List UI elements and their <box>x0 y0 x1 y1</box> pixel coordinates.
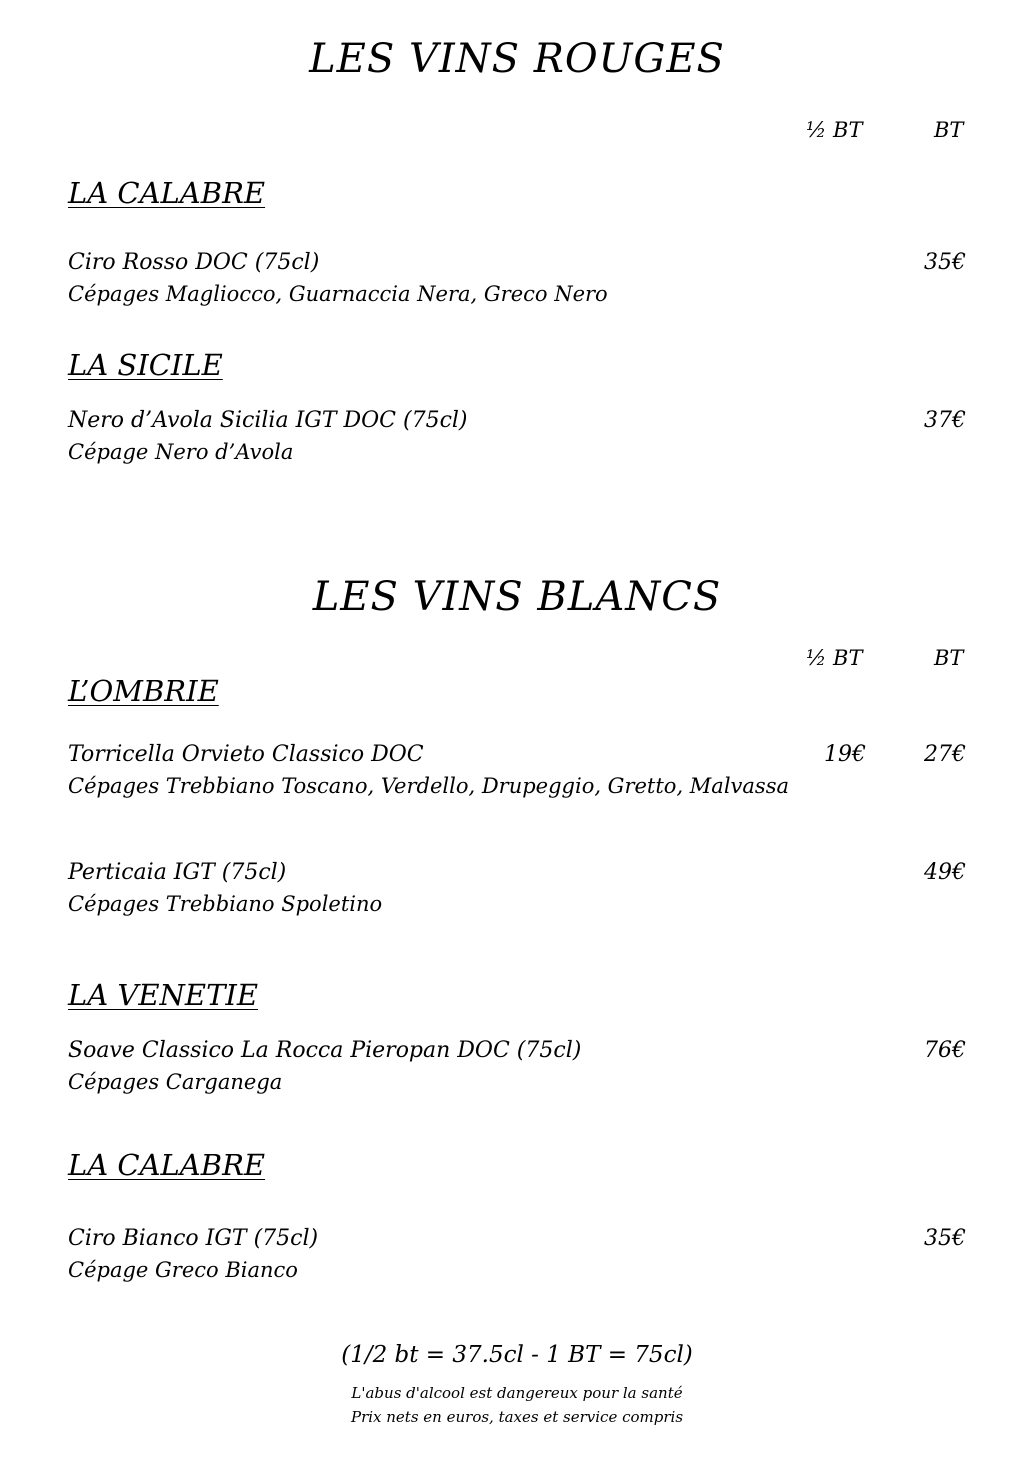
wine-price-bottle: 35€ <box>924 250 966 275</box>
wine-price-half-bottle: 19€ <box>824 742 866 767</box>
reds-title: LES VINS ROUGES <box>309 36 725 82</box>
whites-col-bottle: BT <box>934 646 964 670</box>
wine-price-bottle: 37€ <box>924 408 966 433</box>
whites-col-half-bottle: ½ BT <box>806 646 863 670</box>
volume-note: (1/2 bt = 37.5cl - 1 BT = 75cl) <box>341 1342 693 1368</box>
wine-price-bottle: 76€ <box>924 1038 966 1063</box>
wine-grapes: Cépage Nero d’Avola <box>68 440 294 464</box>
wine-grapes: Cépages Trebbiano Spoletino <box>68 892 383 916</box>
wine-price-bottle: 27€ <box>924 742 966 767</box>
region-heading: LA CALABRE <box>68 1148 266 1182</box>
wine-grapes: Cépage Greco Bianco <box>68 1258 298 1282</box>
wine-grapes: Cépages Carganega <box>68 1070 283 1094</box>
prices-note: Prix nets en euros, taxes et service compris <box>350 1408 684 1426</box>
wine-name: Soave Classico La Rocca Pieropan DOC (75cl) <box>68 1038 582 1063</box>
reds-col-bottle: BT <box>934 118 964 142</box>
wine-name: Ciro Bianco IGT (75cl) <box>68 1226 319 1251</box>
region-heading: LA VENETIE <box>68 978 259 1012</box>
region-heading: L’OMBRIE <box>68 674 219 708</box>
wine-price-bottle: 35€ <box>924 1226 966 1251</box>
reds-col-half-bottle: ½ BT <box>806 118 863 142</box>
wine-grapes: Cépages Magliocco, Guarnaccia Nera, Greco Nero <box>68 282 608 306</box>
wine-name: Perticaia IGT (75cl) <box>68 860 287 885</box>
wine-price-bottle: 49€ <box>924 860 966 885</box>
region-heading: LA CALABRE <box>68 176 266 210</box>
wine-name: Torricella Orvieto Classico DOC <box>68 742 424 767</box>
region-heading: LA SICILE <box>68 348 223 382</box>
alcohol-warning: L'abus d'alcool est dangereux pour la santé <box>351 1384 683 1402</box>
whites-title: LES VINS BLANCS <box>312 574 722 620</box>
wine-name: Ciro Rosso DOC (75cl) <box>68 250 320 275</box>
wine-grapes: Cépages Trebbiano Toscano, Verdello, Drupeggio, Gretto, Malvassa <box>68 774 789 798</box>
wine-name: Nero d’Avola Sicilia IGT DOC (75cl) <box>68 408 468 433</box>
